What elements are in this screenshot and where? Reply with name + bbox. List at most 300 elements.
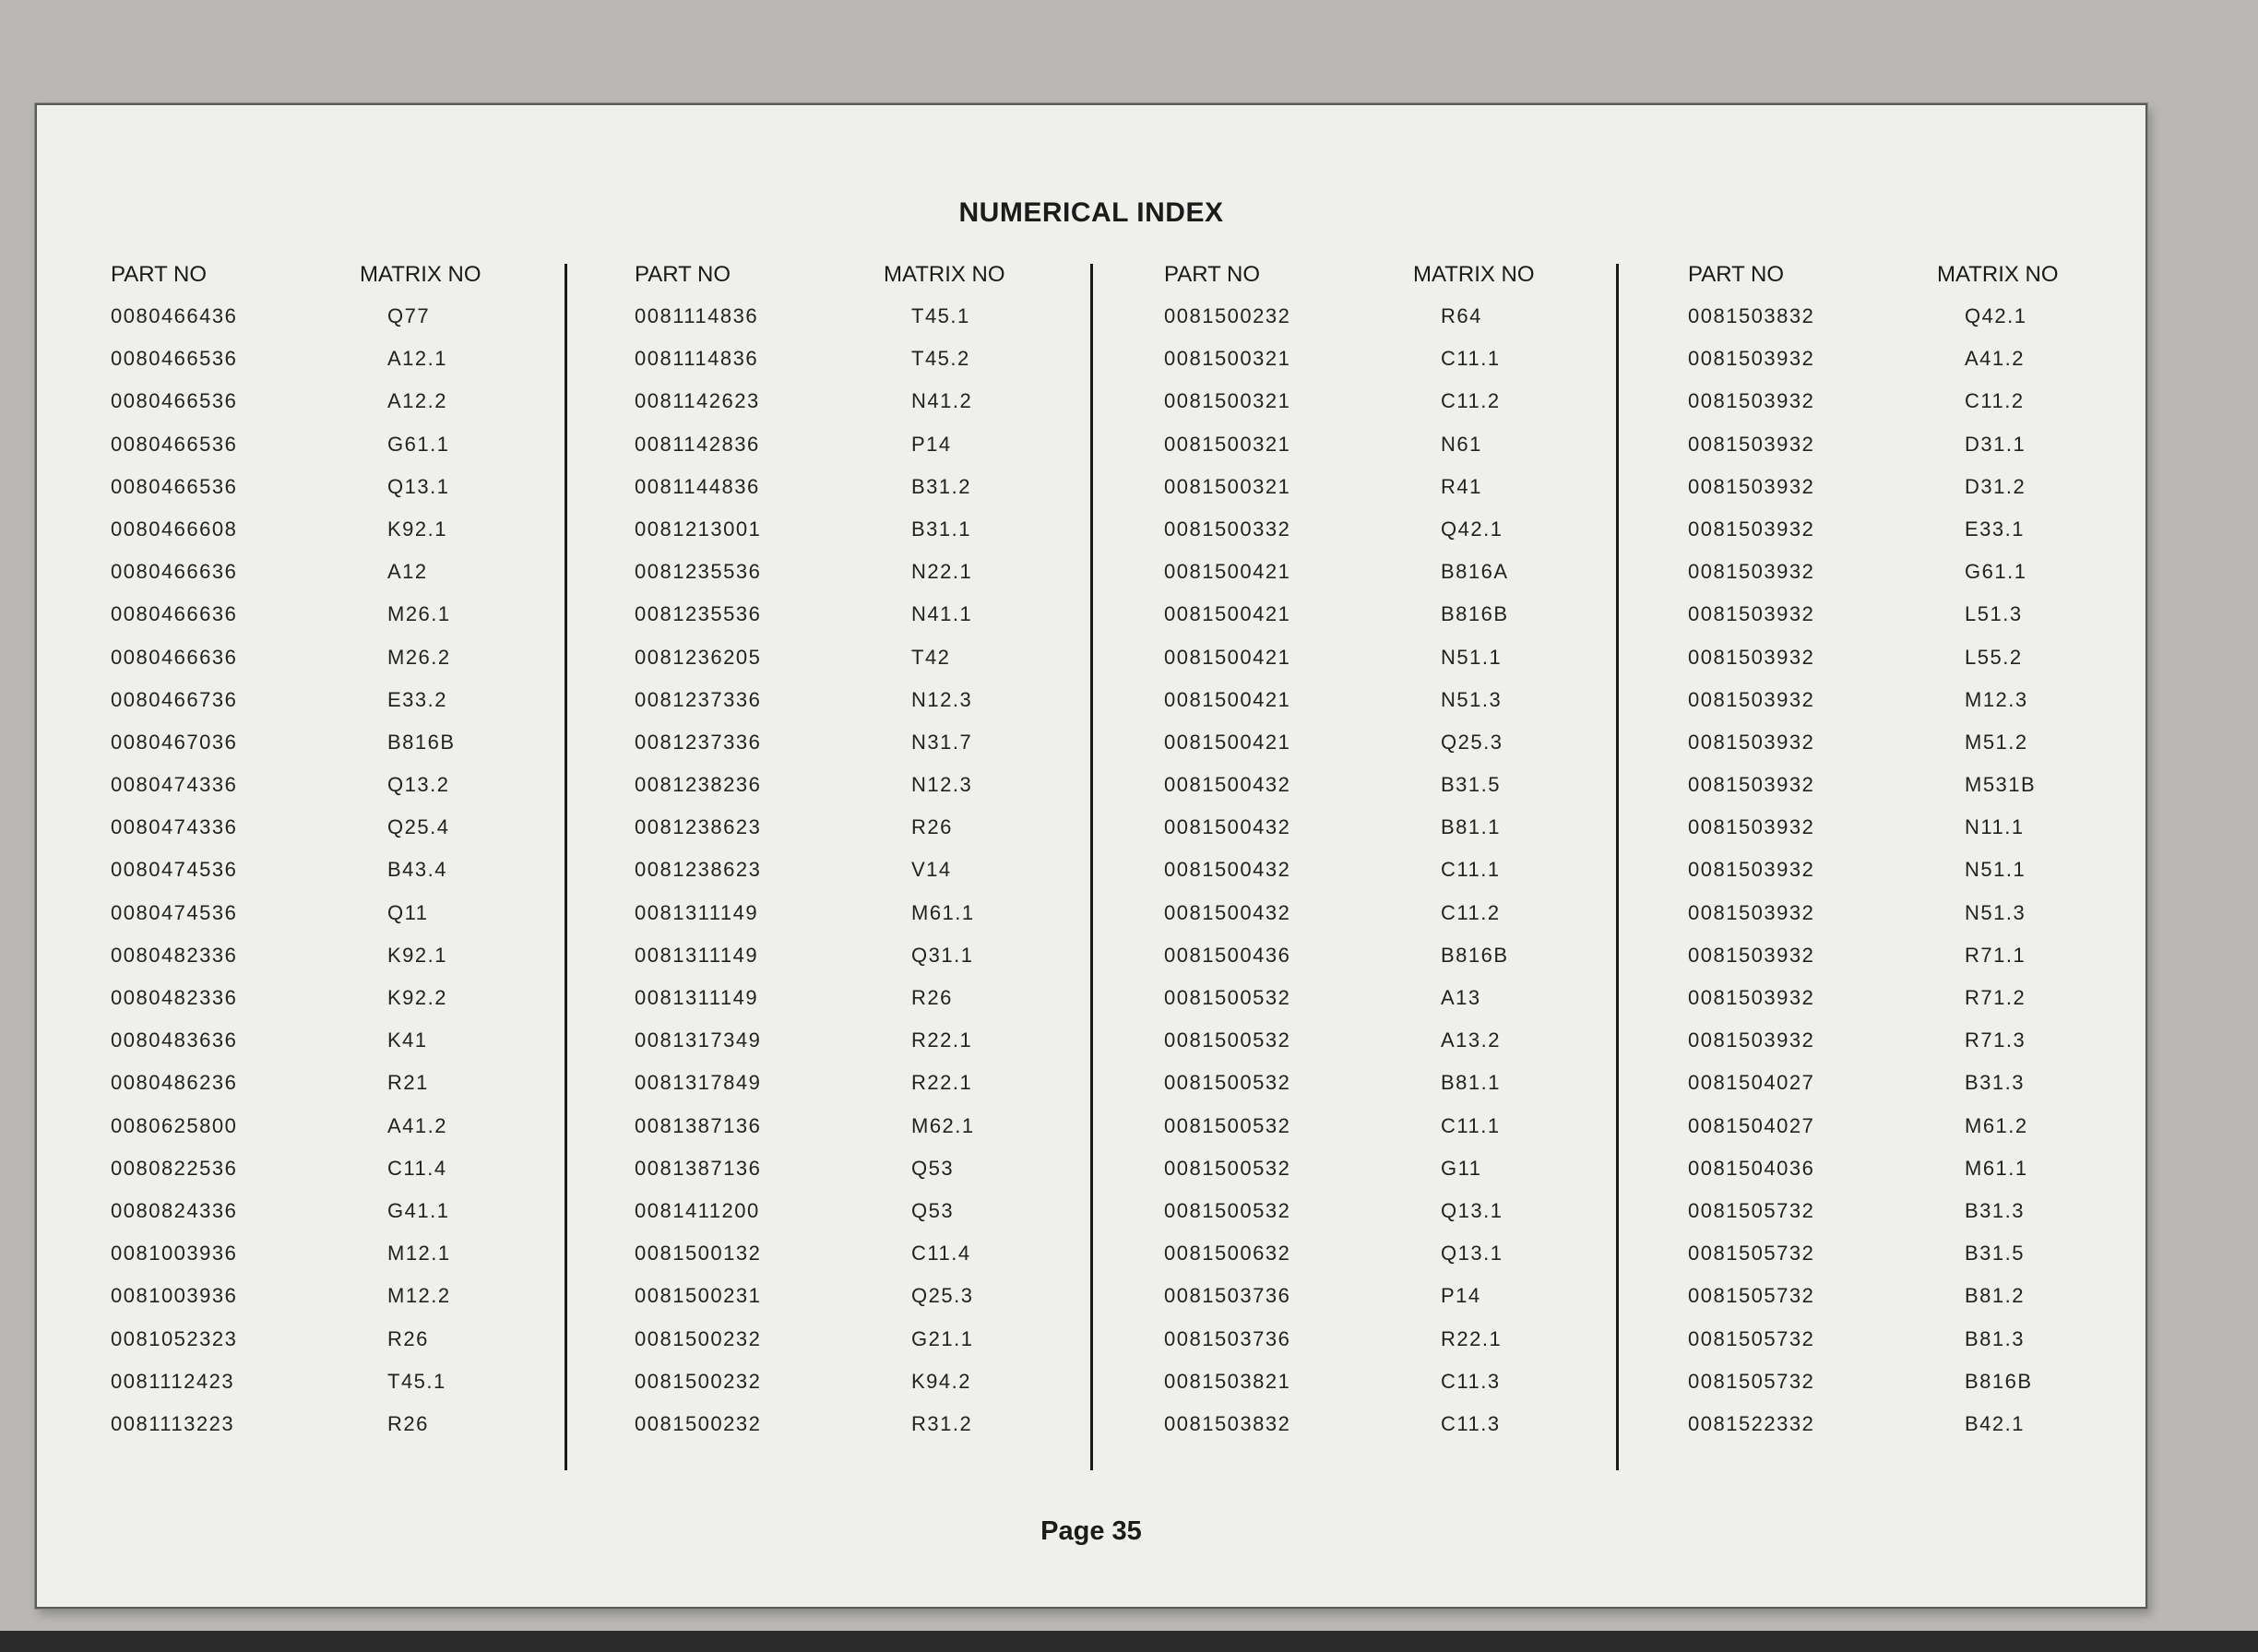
matrix-number: M51.2 xyxy=(1965,730,2028,754)
table-row xyxy=(1688,986,2158,1028)
table-row xyxy=(635,433,1105,475)
part-number: 0081144836 xyxy=(635,474,760,498)
matrix-number: C11.1 xyxy=(1441,858,1501,882)
table-row xyxy=(1164,858,1634,900)
matrix-number: C11.2 xyxy=(1441,389,1501,413)
part-number: 0081113223 xyxy=(111,1411,235,1435)
table-row xyxy=(1164,731,1634,773)
matrix-number: N51.3 xyxy=(1965,900,2026,924)
part-number: 0081237336 xyxy=(635,730,762,754)
part-number: 0081235536 xyxy=(635,602,762,626)
matrix-number: N11.1 xyxy=(1965,815,2025,839)
matrix-number: N31.7 xyxy=(911,730,973,754)
matrix-number: N61 xyxy=(1441,432,1482,456)
table-row xyxy=(1688,1071,2158,1113)
part-number: 0081503932 xyxy=(1688,474,1815,498)
table-row xyxy=(111,986,581,1028)
part-number: 0080466536 xyxy=(111,347,238,371)
table-row xyxy=(1688,475,2158,517)
table-row xyxy=(635,1327,1105,1370)
part-number: 0081311149 xyxy=(635,986,759,1009)
table-row xyxy=(1688,1370,2158,1412)
table-row xyxy=(1164,815,1634,858)
matrix-number: N41.2 xyxy=(911,389,973,413)
table-row xyxy=(635,602,1105,645)
table-row xyxy=(111,646,581,688)
part-number: 0081500232 xyxy=(635,1326,762,1350)
matrix-number: C11.4 xyxy=(911,1242,971,1266)
part-number: 0081411200 xyxy=(635,1198,760,1222)
part-number: 0081503932 xyxy=(1688,432,1815,456)
matrix-number: T45.1 xyxy=(387,1369,446,1393)
table-row xyxy=(635,1028,1105,1071)
table-row xyxy=(111,1412,581,1455)
table-row xyxy=(635,560,1105,602)
table-row xyxy=(1164,1114,1634,1157)
part-number: 0081503736 xyxy=(1164,1284,1291,1308)
matrix-number: P14 xyxy=(911,432,952,456)
table-row xyxy=(1688,1284,2158,1326)
table-row xyxy=(1164,1199,1634,1242)
matrix-number: N51.1 xyxy=(1965,858,2026,882)
part-number: 0081387136 xyxy=(635,1156,762,1180)
matrix-number: N12.3 xyxy=(911,773,973,797)
matrix-number: M12.2 xyxy=(387,1284,451,1308)
part-number: 0081500132 xyxy=(635,1242,762,1266)
matrix-number: R71.3 xyxy=(1965,1028,2026,1052)
part-number: 0081503932 xyxy=(1688,986,1815,1009)
part-number: 0080466536 xyxy=(111,474,238,498)
matrix-number: A12.1 xyxy=(387,347,447,371)
part-number: 0080466536 xyxy=(111,432,238,456)
table-row xyxy=(1688,1157,2158,1199)
part-number: 0081505732 xyxy=(1688,1242,1815,1266)
matrix-number: C11.1 xyxy=(1441,347,1501,371)
part-number: 0081503932 xyxy=(1688,773,1815,797)
table-row xyxy=(635,815,1105,858)
matrix-number: K94.2 xyxy=(911,1369,971,1393)
matrix-number: G61.1 xyxy=(387,432,450,456)
part-number: 0081503932 xyxy=(1688,517,1815,541)
part-number: 0081503932 xyxy=(1688,347,1815,371)
matrix-number: N22.1 xyxy=(911,560,973,584)
part-number: 0081500532 xyxy=(1164,1156,1291,1180)
part-number: 0081500432 xyxy=(1164,815,1291,839)
matrix-number: T45.2 xyxy=(911,347,970,371)
matrix-number: Q13.1 xyxy=(387,474,450,498)
matrix-number: A13 xyxy=(1441,986,1481,1009)
table-row xyxy=(111,731,581,773)
part-number: 0081504036 xyxy=(1688,1156,1815,1180)
matrix-number: G61.1 xyxy=(1965,560,2027,584)
matrix-number: R22.1 xyxy=(1441,1326,1503,1350)
part-no-header: PART NO xyxy=(111,262,208,287)
table-row xyxy=(635,773,1105,815)
matrix-number: A12 xyxy=(387,560,428,584)
table-row xyxy=(1164,347,1634,389)
part-number: 0081237336 xyxy=(635,687,762,711)
table-row xyxy=(1164,560,1634,602)
matrix-number: R26 xyxy=(387,1411,429,1435)
matrix-number: B31.3 xyxy=(1965,1071,2025,1095)
table-row xyxy=(1164,1028,1634,1071)
matrix-number: M26.2 xyxy=(387,645,451,669)
part-number: 0081003936 xyxy=(111,1284,238,1308)
part-number: 0080466636 xyxy=(111,645,238,669)
part-no-header: PART NO xyxy=(1688,262,1785,287)
part-number: 0081503832 xyxy=(1164,1411,1291,1435)
matrix-number: B31.1 xyxy=(911,517,971,541)
matrix-number: A41.2 xyxy=(387,1113,447,1137)
table-row xyxy=(1688,944,2158,986)
part-number: 0081238623 xyxy=(635,858,762,882)
part-number: 0081500532 xyxy=(1164,1028,1291,1052)
table-row xyxy=(1164,1327,1634,1370)
part-number: 0080474336 xyxy=(111,773,238,797)
matrix-number: R41 xyxy=(1441,474,1482,498)
part-number: 0081500321 xyxy=(1164,347,1291,371)
matrix-number: R21 xyxy=(387,1071,429,1095)
table-row xyxy=(111,560,581,602)
part-number: 0081500421 xyxy=(1164,687,1291,711)
index-column-3 xyxy=(1164,262,1634,1455)
matrix-number: R22.1 xyxy=(911,1028,973,1052)
part-number: 0080486236 xyxy=(111,1071,238,1095)
page-title: NUMERICAL INDEX xyxy=(958,197,1224,228)
table-row xyxy=(111,347,581,389)
table-row xyxy=(635,1370,1105,1412)
part-number: 0081114836 xyxy=(635,304,759,327)
part-number: 0080474536 xyxy=(111,858,238,882)
matrix-number: Q13.2 xyxy=(387,773,450,797)
part-number: 0081317349 xyxy=(635,1028,762,1052)
table-row xyxy=(1688,858,2158,900)
table-row xyxy=(1688,646,2158,688)
part-number: 0080474536 xyxy=(111,900,238,924)
part-number: 0081500321 xyxy=(1164,389,1291,413)
table-row xyxy=(1164,986,1634,1028)
part-number: 0081504027 xyxy=(1688,1113,1815,1137)
table-row xyxy=(1688,304,2158,347)
part-number: 0081142836 xyxy=(635,432,760,456)
table-row xyxy=(111,1157,581,1199)
matrix-number: B42.1 xyxy=(1965,1411,2025,1435)
part-number: 0081503932 xyxy=(1688,687,1815,711)
column-divider xyxy=(564,264,567,1470)
part-number: 0081503932 xyxy=(1688,560,1815,584)
table-row xyxy=(1164,901,1634,944)
table-row xyxy=(635,475,1105,517)
table-row xyxy=(111,433,581,475)
part-number: 0080824336 xyxy=(111,1198,238,1222)
matrix-number: K41 xyxy=(387,1028,428,1052)
index-column-4 xyxy=(1688,262,2158,1455)
matrix-number: E33.1 xyxy=(1965,517,2025,541)
part-number: 0081500436 xyxy=(1164,943,1291,967)
part-number: 0081503821 xyxy=(1164,1369,1291,1393)
part-no-header: PART NO xyxy=(1164,262,1261,287)
table-row xyxy=(1164,944,1634,986)
table-row xyxy=(635,517,1105,560)
matrix-number: B816B xyxy=(1441,943,1509,967)
document-sheet xyxy=(35,103,2147,1609)
table-row xyxy=(1164,433,1634,475)
table-row xyxy=(1688,731,2158,773)
matrix-number: Q77 xyxy=(387,304,431,327)
table-row xyxy=(1688,815,2158,858)
matrix-no-header: MATRIX NO xyxy=(1937,262,2059,287)
matrix-number: B816B xyxy=(387,730,456,754)
table-row xyxy=(1164,1412,1634,1455)
table-row xyxy=(635,986,1105,1028)
table-row xyxy=(635,646,1105,688)
part-number: 0081500432 xyxy=(1164,773,1291,797)
matrix-number: N51.1 xyxy=(1441,645,1503,669)
table-row xyxy=(635,1199,1105,1242)
column-header xyxy=(1164,262,1634,304)
matrix-number: B816A xyxy=(1441,560,1509,584)
part-number: 0081052323 xyxy=(111,1326,238,1350)
table-row xyxy=(111,815,581,858)
table-row xyxy=(635,1412,1105,1455)
table-row xyxy=(635,1071,1105,1113)
part-number: 0080466736 xyxy=(111,687,238,711)
matrix-number: Q25.3 xyxy=(911,1284,974,1308)
column-header xyxy=(635,262,1105,304)
table-row xyxy=(111,1327,581,1370)
part-number: 0081500421 xyxy=(1164,602,1291,626)
table-row xyxy=(111,1370,581,1412)
table-row xyxy=(1688,1327,2158,1370)
part-number: 0081503932 xyxy=(1688,900,1815,924)
matrix-number: Q11 xyxy=(387,900,429,924)
table-row xyxy=(1164,475,1634,517)
matrix-number: B81.3 xyxy=(1965,1326,2025,1350)
table-row xyxy=(1688,1114,2158,1157)
part-number: 0081505732 xyxy=(1688,1198,1815,1222)
matrix-number: R64 xyxy=(1441,304,1482,327)
matrix-number: Q25.3 xyxy=(1441,730,1503,754)
part-number: 0080466436 xyxy=(111,304,238,327)
matrix-number: R22.1 xyxy=(911,1071,973,1095)
matrix-number: R26 xyxy=(387,1326,429,1350)
part-number: 0081500421 xyxy=(1164,560,1291,584)
matrix-number: M61.1 xyxy=(911,900,975,924)
matrix-number: K92.1 xyxy=(387,943,447,967)
table-row xyxy=(1688,688,2158,731)
table-row xyxy=(635,944,1105,986)
index-column-1 xyxy=(111,262,581,1455)
matrix-number: N51.3 xyxy=(1441,687,1503,711)
part-number: 0081500421 xyxy=(1164,730,1291,754)
matrix-number: C11.3 xyxy=(1441,1411,1501,1435)
table-row xyxy=(1688,389,2158,432)
index-rows xyxy=(1688,304,2158,1455)
matrix-number: Q31.1 xyxy=(911,943,974,967)
matrix-number: A12.2 xyxy=(387,389,447,413)
matrix-number: R71.1 xyxy=(1965,943,2026,967)
table-row xyxy=(1164,1370,1634,1412)
matrix-number: B31.5 xyxy=(1441,773,1501,797)
matrix-number: C11.2 xyxy=(1965,389,2025,413)
part-number: 0081522332 xyxy=(1688,1411,1815,1435)
table-row xyxy=(1688,773,2158,815)
index-column-2 xyxy=(635,262,1105,1455)
table-row xyxy=(1688,560,2158,602)
matrix-number: R26 xyxy=(911,815,953,839)
index-rows xyxy=(111,304,581,1455)
part-number: 0080474336 xyxy=(111,815,238,839)
part-number: 0081503932 xyxy=(1688,389,1815,413)
part-number: 0080466608 xyxy=(111,517,238,541)
table-row xyxy=(111,901,581,944)
table-row xyxy=(635,688,1105,731)
part-number: 0081114836 xyxy=(635,347,759,371)
matrix-number: Q53 xyxy=(911,1156,955,1180)
table-row xyxy=(111,304,581,347)
matrix-number: M26.1 xyxy=(387,602,451,626)
table-row xyxy=(635,1114,1105,1157)
matrix-number: M61.2 xyxy=(1965,1113,2028,1137)
part-number: 0081311149 xyxy=(635,943,759,967)
table-row xyxy=(111,602,581,645)
table-row xyxy=(111,1028,581,1071)
table-row xyxy=(111,389,581,432)
table-row xyxy=(111,1284,581,1326)
table-row xyxy=(1688,517,2158,560)
matrix-number: G11 xyxy=(1441,1156,1482,1180)
table-row xyxy=(635,858,1105,900)
part-number: 0081503932 xyxy=(1688,730,1815,754)
table-row xyxy=(1164,646,1634,688)
table-row xyxy=(111,773,581,815)
matrix-number: N12.3 xyxy=(911,687,973,711)
table-row xyxy=(635,304,1105,347)
matrix-number: B43.4 xyxy=(387,858,447,882)
table-row xyxy=(111,1114,581,1157)
table-row xyxy=(1688,602,2158,645)
matrix-number: Q42.1 xyxy=(1965,304,2027,327)
table-row xyxy=(635,731,1105,773)
column-header xyxy=(111,262,581,304)
matrix-number: V14 xyxy=(911,858,952,882)
table-row xyxy=(635,347,1105,389)
matrix-number: Q25.4 xyxy=(387,815,450,839)
part-number: 0081500332 xyxy=(1164,517,1291,541)
part-number: 0081504027 xyxy=(1688,1071,1815,1095)
matrix-number: N41.1 xyxy=(911,602,973,626)
part-number: 0081500632 xyxy=(1164,1242,1291,1266)
part-number: 0081500421 xyxy=(1164,645,1291,669)
table-row xyxy=(111,1071,581,1113)
table-row xyxy=(1688,1242,2158,1284)
table-row xyxy=(1688,901,2158,944)
matrix-number: B81.2 xyxy=(1965,1284,2025,1308)
matrix-number: P14 xyxy=(1441,1284,1481,1308)
part-number: 0081500532 xyxy=(1164,1113,1291,1137)
matrix-no-header: MATRIX NO xyxy=(1413,262,1535,287)
matrix-number: B31.5 xyxy=(1965,1242,2025,1266)
part-number: 0081311149 xyxy=(635,900,759,924)
part-number: 0081387136 xyxy=(635,1113,762,1137)
part-number: 0081503932 xyxy=(1688,858,1815,882)
table-row xyxy=(1164,1071,1634,1113)
matrix-number: G41.1 xyxy=(387,1198,450,1222)
matrix-number: C11.4 xyxy=(387,1156,447,1180)
table-row xyxy=(1688,1412,2158,1455)
part-number: 0080483636 xyxy=(111,1028,238,1052)
table-row xyxy=(635,1284,1105,1326)
matrix-number: A13.2 xyxy=(1441,1028,1501,1052)
index-rows xyxy=(1164,304,1634,1455)
table-row xyxy=(1164,304,1634,347)
scanner-edge xyxy=(0,1631,2258,1652)
part-number: 0081503832 xyxy=(1688,304,1815,327)
part-number: 0081505732 xyxy=(1688,1369,1815,1393)
table-row xyxy=(635,1242,1105,1284)
part-number: 0081500321 xyxy=(1164,474,1291,498)
matrix-number: T45.1 xyxy=(911,304,970,327)
matrix-no-header: MATRIX NO xyxy=(360,262,481,287)
part-number: 0080466536 xyxy=(111,389,238,413)
matrix-number: L55.2 xyxy=(1965,645,2023,669)
part-number: 0081236205 xyxy=(635,645,762,669)
matrix-number: D31.2 xyxy=(1965,474,2026,498)
matrix-number: M531B xyxy=(1965,773,2037,797)
part-number: 0081503932 xyxy=(1688,1028,1815,1052)
table-row xyxy=(1164,1242,1634,1284)
table-row xyxy=(1164,602,1634,645)
matrix-number: Q13.1 xyxy=(1441,1198,1503,1222)
matrix-number: D31.1 xyxy=(1965,432,2026,456)
table-row xyxy=(635,901,1105,944)
part-number: 0081112423 xyxy=(111,1369,235,1393)
matrix-number: L51.3 xyxy=(1965,602,2023,626)
matrix-number: K92.1 xyxy=(387,517,447,541)
matrix-number: Q53 xyxy=(911,1198,955,1222)
table-row xyxy=(1164,688,1634,731)
matrix-number: R71.2 xyxy=(1965,986,2026,1009)
part-number: 0081235536 xyxy=(635,560,762,584)
matrix-number: B81.1 xyxy=(1441,1071,1501,1095)
part-number: 0081500532 xyxy=(1164,1198,1291,1222)
table-row xyxy=(111,688,581,731)
table-row xyxy=(1164,389,1634,432)
column-header xyxy=(1688,262,2158,304)
table-row xyxy=(1688,347,2158,389)
part-number: 0081505732 xyxy=(1688,1284,1815,1308)
page-number: Page 35 xyxy=(1040,1516,1142,1546)
table-row xyxy=(111,944,581,986)
table-row xyxy=(1688,1199,2158,1242)
index-rows xyxy=(635,304,1105,1455)
matrix-number: C11.1 xyxy=(1441,1113,1501,1137)
part-number: 0080467036 xyxy=(111,730,238,754)
matrix-number: E33.2 xyxy=(387,687,447,711)
matrix-number: A41.2 xyxy=(1965,347,2025,371)
matrix-number: M62.1 xyxy=(911,1113,975,1137)
part-number: 0081500232 xyxy=(635,1369,762,1393)
matrix-number: G21.1 xyxy=(911,1326,974,1350)
part-number: 0081500232 xyxy=(635,1411,762,1435)
part-number: 0081142623 xyxy=(635,389,760,413)
table-row xyxy=(635,389,1105,432)
table-row xyxy=(635,1157,1105,1199)
matrix-number: M12.1 xyxy=(387,1242,451,1266)
matrix-number: C11.2 xyxy=(1441,900,1501,924)
matrix-number: T42 xyxy=(911,645,951,669)
part-no-header: PART NO xyxy=(635,262,731,287)
